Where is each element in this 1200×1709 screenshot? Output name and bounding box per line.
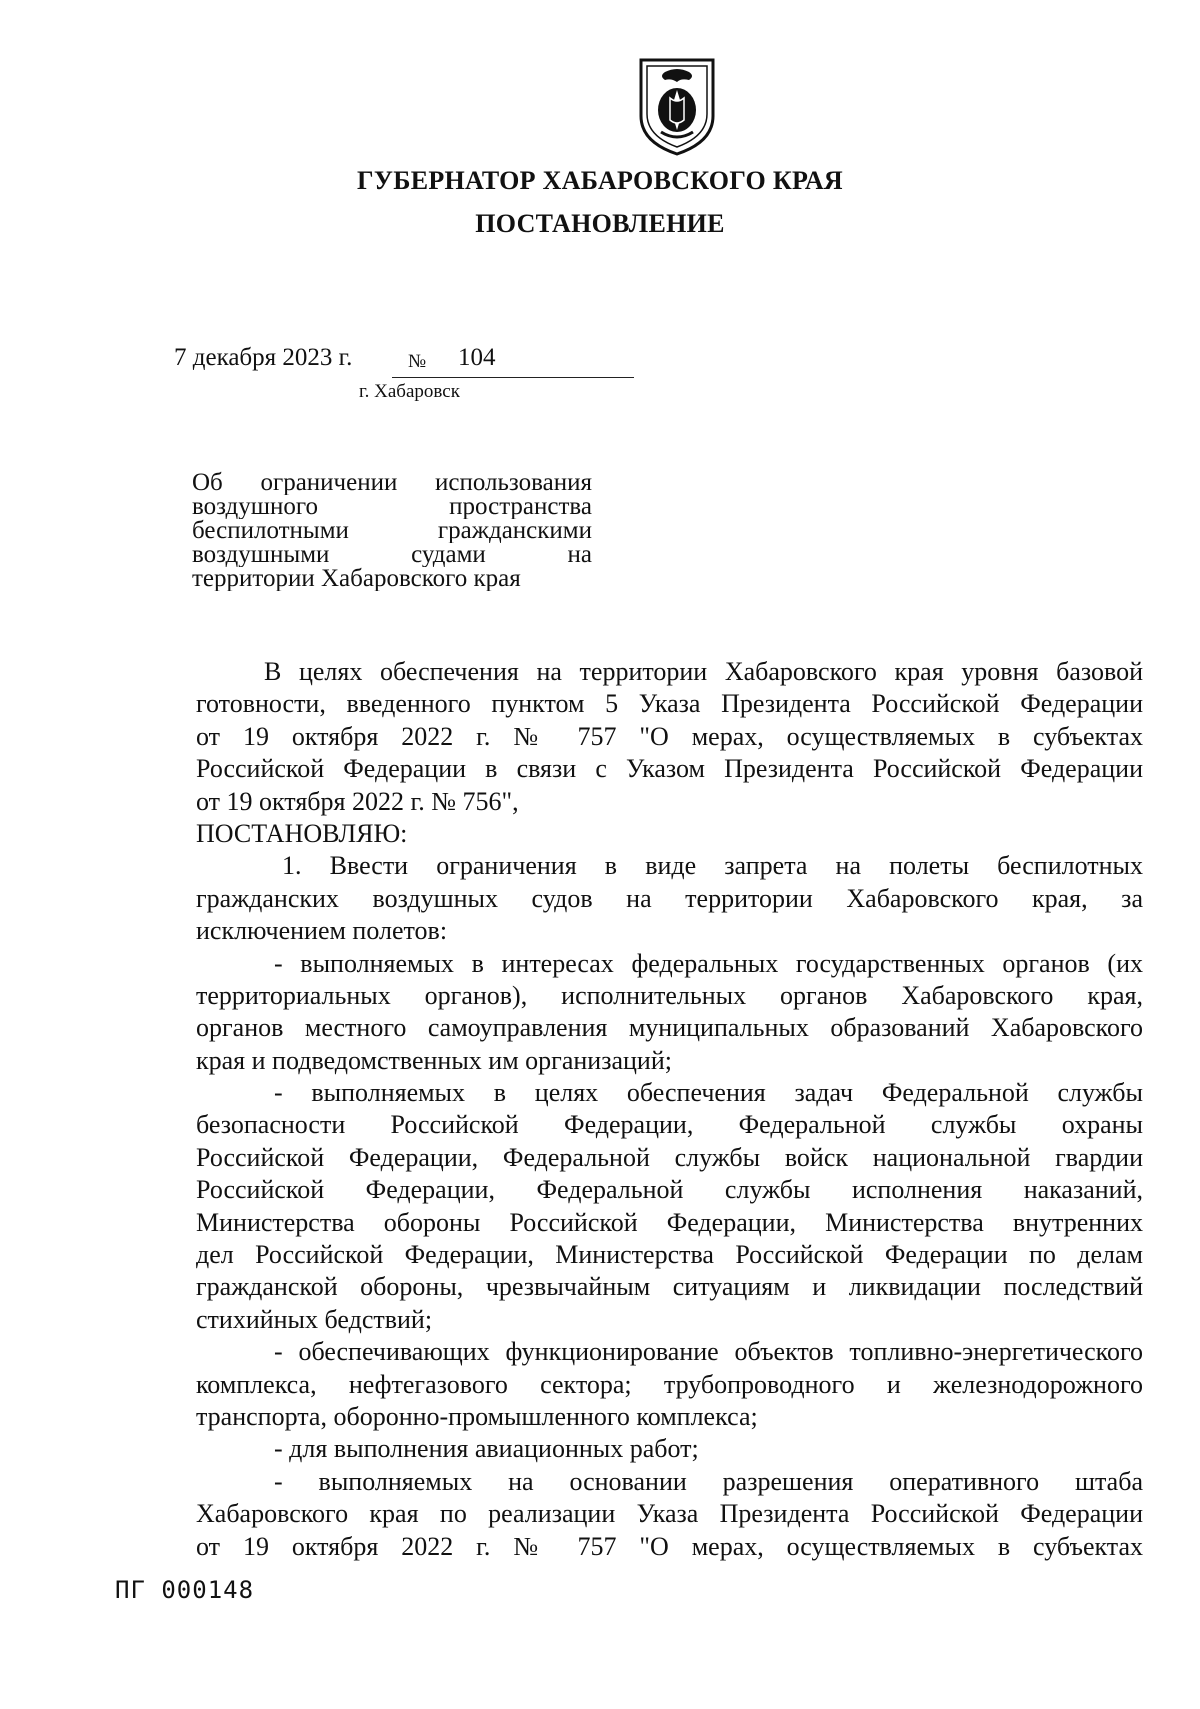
issuing-authority: ГУБЕРНАТОР ХАБАРОВСКОГО КРАЯ — [356, 166, 843, 195]
title-line: воздушного пространства — [192, 495, 592, 519]
body-line: - выполняемых на основании разрешения оперативного штаба — [274, 1466, 1143, 1496]
body-line: - обеспечивающих функционирование объектов топливно-энергетического — [274, 1337, 1143, 1367]
body-line: Хабаровского края по реализации Указа Президента Российской Федерации — [196, 1499, 1143, 1529]
body-line: 1. Ввести ограничения в виде запрета на полеты беспилотных — [282, 851, 1143, 881]
body-line: транспорта, оборонно-промышленного комплекса; — [196, 1401, 758, 1431]
body-line: Российской Федерации в связи с Указом Президента Российской Федерации — [196, 754, 1143, 784]
body-line: гражданских воздушных судов на территории Хабаровского края, за — [196, 883, 1143, 913]
body-line: Российской Федерации, Федеральной службы исполнения наказаний, — [196, 1175, 1143, 1205]
title-line: Об ограничении использования — [192, 471, 592, 495]
document-number: 104 — [458, 344, 496, 371]
number-underline — [392, 377, 634, 378]
document-type: ПОСТАНОВЛЕНИЕ — [475, 209, 725, 238]
body-line: В целях обеспечения на территории Хабаровского края уровня базовой — [264, 657, 1143, 686]
body-line: - выполняемых в целях обеспечения задач Федеральной службы — [274, 1078, 1143, 1108]
body-line: исключением полетов: — [196, 916, 448, 946]
coat-of-arms-icon — [637, 58, 717, 156]
title-line: воздушными судами на — [192, 543, 592, 567]
body-line: - для выполнения авиационных работ; — [274, 1434, 699, 1464]
document-body — [196, 656, 1143, 1563]
title-line: территории Хабаровского края — [192, 567, 521, 591]
document-city: г. Хабаровск — [359, 381, 460, 402]
body-line: от 19 октября 2022 г. № 756", — [196, 786, 519, 816]
form-code: ПГ 000148 — [115, 1576, 255, 1604]
body-line: от 19 октября 2022 г. № 757 "О мерах, осуществляемых в субъектах — [196, 721, 1143, 751]
title-line: беспилотными гражданскими — [192, 519, 592, 543]
body-line: края и подведомственных им организаций; — [196, 1045, 672, 1075]
number-label: № — [408, 351, 427, 372]
body-line: территориальных органов), исполнительных органов Хабаровского края, — [196, 980, 1143, 1010]
body-line: дел Российской Федерации, Министерства Российской Федерации по делам — [196, 1240, 1143, 1270]
document-title — [192, 471, 592, 591]
body-line: готовности, введенного пунктом 5 Указа Президента Российской Федерации — [196, 689, 1143, 719]
body-line: от 19 октября 2022 г. № 757 "О мерах, осуществляемых в субъектах — [196, 1531, 1143, 1561]
document-date: 7 декабря 2023 г. — [174, 344, 353, 371]
body-line: гражданской обороны, чрезвычайным ситуациям и ликвидации последствий — [196, 1272, 1143, 1302]
resolution-word: ПОСТАНОВЛЯЮ: — [196, 818, 408, 848]
body-line: органов местного самоуправления муниципальных образований Хабаровского — [196, 1013, 1143, 1043]
body-line: Министерства обороны Российской Федерации, Министерства внутренних — [196, 1207, 1143, 1237]
body-line: безопасности Российской Федерации, Федеральной службы охраны — [196, 1110, 1143, 1140]
body-line: комплекса, нефтегазового сектора; трубопроводного и железнодорожного — [196, 1369, 1143, 1399]
body-line: стихийных бедствий; — [196, 1304, 433, 1334]
body-line: Российской Федерации, Федеральной службы войск национальной гвардии — [196, 1142, 1143, 1172]
body-line: - выполняемых в интересах федеральных государственных органов (их — [274, 948, 1143, 978]
